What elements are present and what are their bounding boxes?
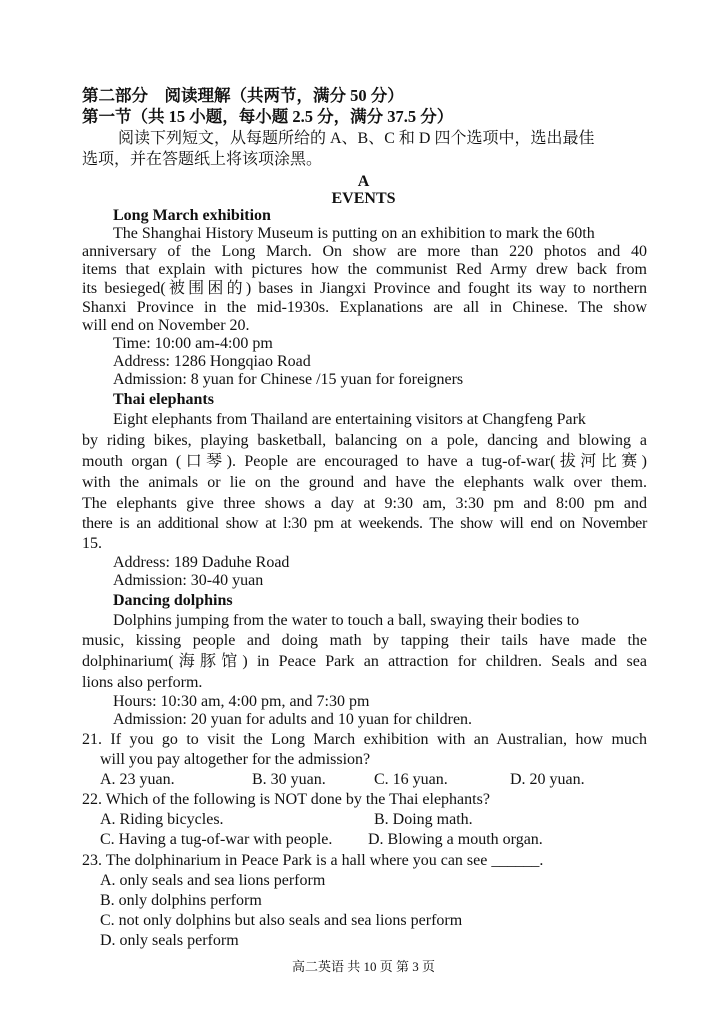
paragraph-line: Shanxi Province in the mid-1930s. Explanations are all in Chinese. The show bbox=[82, 299, 647, 316]
event-detail: Admission: 8 yuan for Chinese /15 yuan for foreigners bbox=[113, 371, 464, 388]
event-heading: Long March exhibition bbox=[113, 207, 271, 224]
event-heading: Dancing dolphins bbox=[113, 592, 233, 609]
paragraph-line: with the animals or lie on the ground and have the elephants walk over them. bbox=[82, 474, 647, 491]
section-heading: 第二部分 阅读理解（共两节，满分 50 分） bbox=[82, 86, 404, 105]
option-d[interactable]: D. 20 yuan. bbox=[510, 771, 585, 788]
question-stem: 23. The dolphinarium in Peace Park is a hall where you can see ______. bbox=[82, 852, 544, 869]
option-a[interactable]: A. 23 yuan. bbox=[100, 771, 175, 788]
paragraph-line: anniversary of the Long March. On show are more than 220 photos and 40 bbox=[82, 243, 647, 260]
option-b[interactable]: B. only dolphins perform bbox=[100, 892, 262, 909]
event-heading: Thai elephants bbox=[113, 391, 214, 408]
paragraph-line: items that explain with pictures how the communist Red Army drew back from bbox=[82, 261, 647, 278]
event-detail: Admission: 20 yuan for adults and 10 yuan for children. bbox=[113, 711, 473, 728]
paragraph-line: The elephants give three shows a day at 9:30 am, 3:30 pm and 8:00 pm and bbox=[82, 495, 647, 512]
event-detail: Admission: 30-40 yuan bbox=[113, 572, 264, 589]
paragraph-line: The Shanghai History Museum is putting on an exhibition to mark the 60th bbox=[113, 225, 595, 242]
paragraph-line: dolphinarium(海豚馆) in Peace Park an attraction for children. Seals and sea bbox=[82, 653, 647, 670]
event-detail: Hours: 10:30 am, 4:00 pm, and 7:30 pm bbox=[113, 693, 370, 710]
options-row bbox=[0, 810, 727, 829]
section-subheading: 第一节（共 15 小题，每小题 2.5 分，满分 37.5 分） bbox=[82, 107, 454, 126]
instruction-line: 选项，并在答题纸上将该项涂黑。 bbox=[82, 151, 323, 168]
question-stem: will you pay altogether for the admission? bbox=[100, 751, 371, 768]
option-d[interactable]: D. Blowing a mouth organ. bbox=[368, 831, 543, 848]
page-footer: 高二英语 共 10 页 第 3 页 bbox=[291, 959, 435, 974]
paragraph-line: 15. bbox=[82, 535, 102, 552]
paragraph-line: its besieged(被围困的) bases in Jiangxi Province and fought its way to northern bbox=[82, 280, 647, 297]
option-b[interactable]: B. Doing math. bbox=[374, 811, 473, 828]
question-stem: 21. If you go to visit the Long March exhibition with an Australian, how much bbox=[82, 731, 647, 748]
paragraph-line: Eight elephants from Thailand are entertaining visitors at Changfeng Park bbox=[113, 411, 586, 428]
option-c[interactable]: C. Having a tug-of-war with people. bbox=[100, 831, 333, 848]
paragraph-line: Dolphins jumping from the water to touch a ball, swaying their bodies to bbox=[113, 612, 580, 629]
event-detail: Time: 10:00 am-4:00 pm bbox=[113, 335, 273, 352]
paragraph-line: by riding bikes, playing basketball, balancing on a pole, dancing and blowing a bbox=[82, 432, 647, 449]
paragraph-line: there is an additional show at l:30 pm at weekends. The show will end on November bbox=[82, 515, 647, 532]
paragraph-line: mouth organ (口琴). People are encouraged to have a tug-of-war(拔河比赛) bbox=[82, 453, 647, 470]
paragraph-line: music, kissing people and doing math by tapping their tails have made the bbox=[82, 632, 647, 649]
options-row bbox=[0, 770, 727, 789]
paragraph-line: lions also perform. bbox=[82, 674, 203, 691]
option-c[interactable]: C. 16 yuan. bbox=[374, 771, 448, 788]
options-row bbox=[0, 830, 727, 849]
paragraph-line: will end on November 20. bbox=[82, 317, 250, 334]
question-stem: 22. Which of the following is NOT done by the Thai elephants? bbox=[82, 791, 490, 808]
passage-title: EVENTS bbox=[331, 190, 396, 207]
option-c[interactable]: C. not only dolphins but also seals and sea lions perform bbox=[100, 912, 463, 929]
option-a[interactable]: A. Riding bicycles. bbox=[100, 811, 224, 828]
option-a[interactable]: A. only seals and sea lions perform bbox=[100, 872, 326, 889]
passage-letter: A bbox=[357, 173, 370, 190]
instruction-line: 阅读下列短文，从每题所给的 A、B、C 和 D 四个选项中，选出最佳 bbox=[118, 130, 595, 147]
option-b[interactable]: B. 30 yuan. bbox=[252, 771, 326, 788]
event-detail: Address: 1286 Hongqiao Road bbox=[113, 353, 311, 370]
event-detail: Address: 189 Daduhe Road bbox=[113, 554, 290, 571]
option-d[interactable]: D. only seals perform bbox=[100, 932, 239, 949]
